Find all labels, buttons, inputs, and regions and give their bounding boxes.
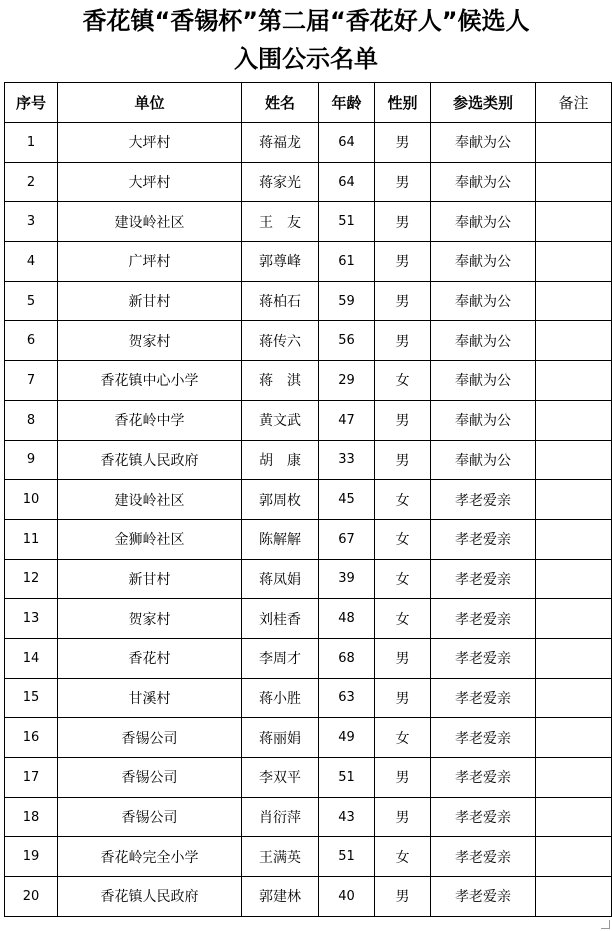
cell-category: 孝老爱亲 (431, 559, 536, 599)
cell-category: 奉献为公 (431, 400, 536, 440)
cell-gender: 男 (375, 440, 431, 480)
table-row (5, 162, 612, 202)
cell-unit: 甘溪村 (58, 678, 242, 718)
cell-age: 47 (319, 400, 375, 440)
cell-age: 64 (319, 123, 375, 163)
cell-remark (536, 440, 612, 480)
cell-gender: 男 (375, 678, 431, 718)
document-title (0, 0, 612, 80)
header-name: 姓名 (242, 83, 319, 123)
cell-category: 孝老爱亲 (431, 678, 536, 718)
cell-gender: 男 (375, 877, 431, 917)
cell-remark (536, 361, 612, 401)
cell-remark (536, 599, 612, 639)
header-category: 参选类别 (431, 83, 536, 123)
cell-age: 45 (319, 480, 375, 520)
table-row (5, 361, 612, 401)
cell-name: 胡 康 (242, 440, 319, 480)
title-line-1: 香花镇“香锡杯”第二届“香花好人”候选人 (82, 7, 530, 35)
cell-remark (536, 162, 612, 202)
cell-name: 蒋小胜 (242, 678, 319, 718)
header-seq: 序号 (5, 83, 58, 123)
cell-name: 陈解解 (242, 519, 319, 559)
cell-name: 郭尊峰 (242, 242, 319, 282)
cell-unit: 广坪村 (58, 242, 242, 282)
cell-unit: 大坪村 (58, 123, 242, 163)
cell-remark (536, 123, 612, 163)
cell-gender: 男 (375, 123, 431, 163)
cell-seq: 11 (5, 519, 58, 559)
candidate-table (4, 82, 612, 917)
cell-name: 郭周枚 (242, 480, 319, 520)
cell-seq: 2 (5, 162, 58, 202)
cell-remark (536, 202, 612, 242)
header-gender: 性别 (375, 83, 431, 123)
cell-unit: 香花镇中心小学 (58, 361, 242, 401)
cell-name: 蒋家光 (242, 162, 319, 202)
cell-unit: 香锡公司 (58, 797, 242, 837)
table-header-row (5, 83, 612, 123)
cell-age: 59 (319, 281, 375, 321)
title-line-2: 入围公示名单 (234, 45, 378, 73)
cell-seq: 9 (5, 440, 58, 480)
cell-gender: 女 (375, 837, 431, 877)
cell-name: 王 友 (242, 202, 319, 242)
cell-category: 奉献为公 (431, 202, 536, 242)
cell-gender: 男 (375, 638, 431, 678)
cell-unit: 贺家村 (58, 599, 242, 639)
cell-unit: 香锡公司 (58, 758, 242, 798)
cell-seq: 8 (5, 400, 58, 440)
cell-remark (536, 837, 612, 877)
cell-category: 奉献为公 (431, 162, 536, 202)
table-row (5, 797, 612, 837)
cell-seq: 16 (5, 718, 58, 758)
cell-gender: 男 (375, 202, 431, 242)
cell-category: 奉献为公 (431, 281, 536, 321)
cell-category: 孝老爱亲 (431, 480, 536, 520)
cell-category: 孝老爱亲 (431, 837, 536, 877)
cell-age: 63 (319, 678, 375, 718)
table-row (5, 400, 612, 440)
cell-unit: 贺家村 (58, 321, 242, 361)
table-row (5, 321, 612, 361)
cell-unit: 香花岭中学 (58, 400, 242, 440)
cell-seq: 5 (5, 281, 58, 321)
cell-category: 孝老爱亲 (431, 519, 536, 559)
cell-seq: 17 (5, 758, 58, 798)
cell-gender: 男 (375, 758, 431, 798)
cell-age: 48 (319, 599, 375, 639)
cell-seq: 7 (5, 361, 58, 401)
cell-age: 61 (319, 242, 375, 282)
cell-seq: 3 (5, 202, 58, 242)
header-age: 年龄 (319, 83, 375, 123)
cell-age: 67 (319, 519, 375, 559)
cell-seq: 18 (5, 797, 58, 837)
cell-gender: 女 (375, 361, 431, 401)
cell-gender: 男 (375, 281, 431, 321)
cell-seq: 1 (5, 123, 58, 163)
cell-remark (536, 321, 612, 361)
cell-seq: 10 (5, 480, 58, 520)
cell-age: 49 (319, 718, 375, 758)
table-row (5, 837, 612, 877)
cell-category: 孝老爱亲 (431, 877, 536, 917)
header-remark: 备注 (536, 83, 612, 123)
cell-name: 郭建林 (242, 877, 319, 917)
cell-category: 孝老爱亲 (431, 718, 536, 758)
table-row (5, 559, 612, 599)
cell-gender: 女 (375, 599, 431, 639)
table-row (5, 202, 612, 242)
cell-category: 孝老爱亲 (431, 797, 536, 837)
cell-unit: 建设岭社区 (58, 202, 242, 242)
cell-remark (536, 519, 612, 559)
cell-remark (536, 797, 612, 837)
cell-age: 40 (319, 877, 375, 917)
cell-seq: 20 (5, 877, 58, 917)
cell-name: 蒋 淇 (242, 361, 319, 401)
table-row (5, 758, 612, 798)
cell-age: 56 (319, 321, 375, 361)
cell-age: 51 (319, 837, 375, 877)
cell-unit: 香锡公司 (58, 718, 242, 758)
cell-unit: 大坪村 (58, 162, 242, 202)
cell-age: 33 (319, 440, 375, 480)
cell-unit: 建设岭社区 (58, 480, 242, 520)
cell-category: 奉献为公 (431, 440, 536, 480)
cell-category: 奉献为公 (431, 361, 536, 401)
cell-name: 蒋凤娟 (242, 559, 319, 599)
cell-name: 肖衍萍 (242, 797, 319, 837)
cell-category: 孝老爱亲 (431, 638, 536, 678)
cell-remark (536, 758, 612, 798)
table-row (5, 242, 612, 282)
table-row (5, 877, 612, 917)
table-row (5, 599, 612, 639)
cell-gender: 男 (375, 400, 431, 440)
cell-name: 黄文武 (242, 400, 319, 440)
cell-seq: 6 (5, 321, 58, 361)
cell-category: 奉献为公 (431, 123, 536, 163)
cell-name: 蒋柏石 (242, 281, 319, 321)
cell-name: 蒋丽娟 (242, 718, 319, 758)
table-row (5, 718, 612, 758)
cell-name: 蒋传六 (242, 321, 319, 361)
cell-category: 孝老爱亲 (431, 758, 536, 798)
table-body (5, 123, 612, 917)
page-corner-mark (601, 920, 610, 929)
table-row (5, 638, 612, 678)
table-row (5, 480, 612, 520)
cell-seq: 15 (5, 678, 58, 718)
cell-remark (536, 678, 612, 718)
table-row (5, 123, 612, 163)
cell-age: 64 (319, 162, 375, 202)
cell-category: 奉献为公 (431, 321, 536, 361)
cell-name: 李双平 (242, 758, 319, 798)
table-row (5, 440, 612, 480)
cell-remark (536, 718, 612, 758)
cell-gender: 男 (375, 321, 431, 361)
cell-age: 51 (319, 202, 375, 242)
cell-remark (536, 400, 612, 440)
cell-remark (536, 480, 612, 520)
table-row (5, 678, 612, 718)
cell-remark (536, 242, 612, 282)
cell-category: 孝老爱亲 (431, 599, 536, 639)
cell-gender: 女 (375, 480, 431, 520)
cell-seq: 12 (5, 559, 58, 599)
cell-unit: 新甘村 (58, 559, 242, 599)
cell-age: 68 (319, 638, 375, 678)
table-row (5, 281, 612, 321)
cell-age: 51 (319, 758, 375, 798)
cell-age: 43 (319, 797, 375, 837)
table-row (5, 519, 612, 559)
cell-name: 李周才 (242, 638, 319, 678)
cell-unit: 香花岭完全小学 (58, 837, 242, 877)
cell-remark (536, 281, 612, 321)
cell-gender: 男 (375, 242, 431, 282)
cell-seq: 19 (5, 837, 58, 877)
cell-remark (536, 638, 612, 678)
cell-remark (536, 877, 612, 917)
cell-age: 29 (319, 361, 375, 401)
cell-age: 39 (319, 559, 375, 599)
cell-name: 蒋福龙 (242, 123, 319, 163)
cell-seq: 13 (5, 599, 58, 639)
cell-unit: 香花村 (58, 638, 242, 678)
cell-unit: 新甘村 (58, 281, 242, 321)
cell-gender: 男 (375, 162, 431, 202)
cell-seq: 4 (5, 242, 58, 282)
cell-unit: 金狮岭社区 (58, 519, 242, 559)
header-unit: 单位 (58, 83, 242, 123)
cell-gender: 女 (375, 519, 431, 559)
cell-remark (536, 559, 612, 599)
cell-seq: 14 (5, 638, 58, 678)
cell-gender: 男 (375, 797, 431, 837)
cell-unit: 香花镇人民政府 (58, 440, 242, 480)
cell-name: 王满英 (242, 837, 319, 877)
cell-gender: 女 (375, 559, 431, 599)
cell-name: 刘桂香 (242, 599, 319, 639)
cell-category: 奉献为公 (431, 242, 536, 282)
cell-unit: 香花镇人民政府 (58, 877, 242, 917)
cell-gender: 女 (375, 718, 431, 758)
